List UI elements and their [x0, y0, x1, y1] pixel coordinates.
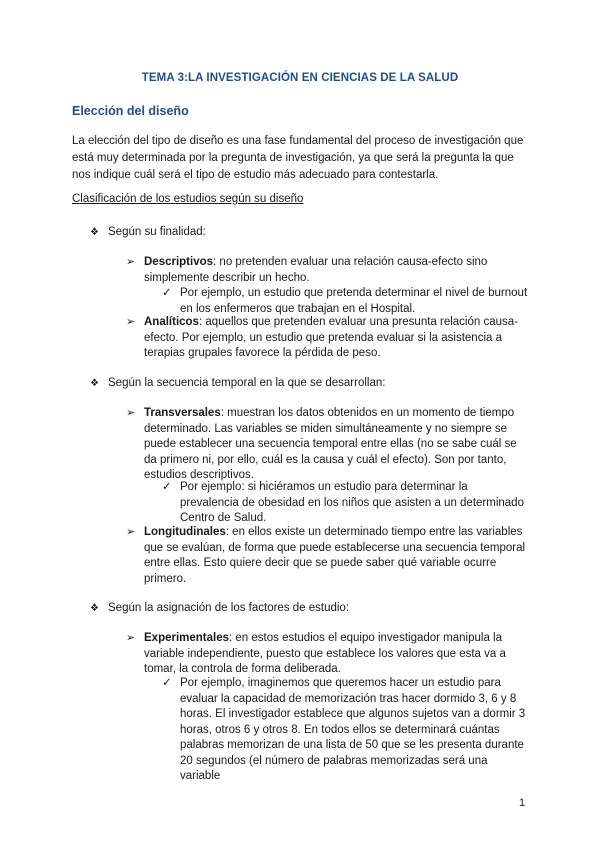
item-term: Transversales [144, 407, 221, 419]
check-icon: ✓ [162, 287, 172, 299]
diamond-bullet-icon: ❖ [90, 227, 99, 238]
intro-paragraph: La elección del tipo de diseño es una fase fundamental del proceso de investigación que está muy determinada por la pregunta de investigación, ya que será la pregunta la que nos indique cuál será el tipo de estudio más adecuado para contestarla. [72, 135, 524, 181]
item-longitudinales [126, 525, 528, 587]
item-descriptivos [126, 255, 528, 286]
bullet-asignacion-factores [90, 600, 349, 617]
item-analiticos [126, 315, 528, 362]
section-heading: Elección del diseño [72, 104, 189, 118]
arrow-bullet-icon: ➢ [126, 632, 136, 644]
item-term: Longitudinales [144, 526, 226, 538]
item-text: : en estos estudios el equipo investigador manipula la variable independiente, puesto que establece los valores que esta va a tomar, la controla de forma deliberada. [144, 632, 506, 675]
item-text: : no pretenden evaluar una relación causa-efecto sino simplemente describir un hecho. [144, 256, 488, 284]
example-text: Por ejemplo, un estudio que pretenda determinar el nivel de burnout en los enfermeros que trabajan en el Hospital. [180, 287, 528, 315]
arrow-bullet-icon: ➢ [126, 526, 136, 538]
item-text: : aquellos que pretenden evaluar una presunta relación causa-efecto. Por ejemplo, un estudio que pretenda evaluar si la asistencia a terapias grupales favorece la pérdida de peso. [144, 316, 518, 359]
bullet-label: Según la asignación de los factores de estudio: [108, 602, 350, 614]
item-text: : en ellos existe un determinado tiempo entre las variables que se evalúan, de forma que puede establecerse una secuencia temporal entre ellas. Esto quiere decir que se puede saber qué variable ocurre primero. [144, 526, 526, 585]
item-term: Descriptivos [144, 256, 214, 268]
page-number: 1 [519, 797, 526, 809]
check-icon: ✓ [162, 481, 172, 493]
bullet-secuencia-temporal [90, 375, 385, 392]
item-term: Analíticos [144, 316, 199, 328]
arrow-bullet-icon: ➢ [126, 407, 136, 419]
item-text: : muestran los datos obtenidos en un momento de tiempo determinado. Las variables se miden simultáneamente y no siempre se puede establecer una secuencia temporal entre ellas (no se sabe cuál se da primero ni, por ello, cuál es la causa y cuál el efecto). Son por tanto, estudios descriptivos. [144, 407, 517, 481]
item-term: Experimentales [144, 632, 230, 644]
diamond-bullet-icon: ❖ [90, 378, 99, 389]
example-text: Por ejemplo, imaginemos que queremos hacer un estudio para evaluar la capacidad de memorización tras hacer dormido 3, 6 y 8 horas. El investigador establece que algunos sujetos van a dormir 3 horas, otros 6 y otros 8. En todos ellos se determinará cuántas palabras memorizan de una lista de 50 que se les presenta durante 20 segundos (el número de palabras memorizadas será una variable [180, 677, 526, 782]
arrow-bullet-icon: ➢ [126, 256, 136, 268]
bullet-label: Según la secuencia temporal en la que se desarrollan: [108, 377, 386, 389]
item-transversales [126, 406, 528, 484]
example-experimentales [162, 676, 528, 785]
example-transversales [162, 480, 528, 527]
diamond-bullet-icon: ❖ [90, 603, 99, 614]
arrow-bullet-icon: ➢ [126, 316, 136, 328]
document-title: TEMA 3:LA INVESTIGACIÓN EN CIENCIAS DE LA SALUD [141, 72, 459, 84]
example-text: Por ejemplo: si hiciéramos un estudio para determinar la prevalencia de obesidad en los niños que asisten a un determinado Centro de Salud. [180, 481, 524, 524]
bullet-label: Según su finalidad: [108, 226, 206, 238]
check-icon: ✓ [162, 677, 172, 689]
bullet-finalidad [90, 224, 206, 241]
example-descriptivos [162, 286, 528, 317]
classification-subheading: Clasificación de los estudios según su diseño [72, 193, 304, 205]
item-experimentales [126, 631, 528, 678]
